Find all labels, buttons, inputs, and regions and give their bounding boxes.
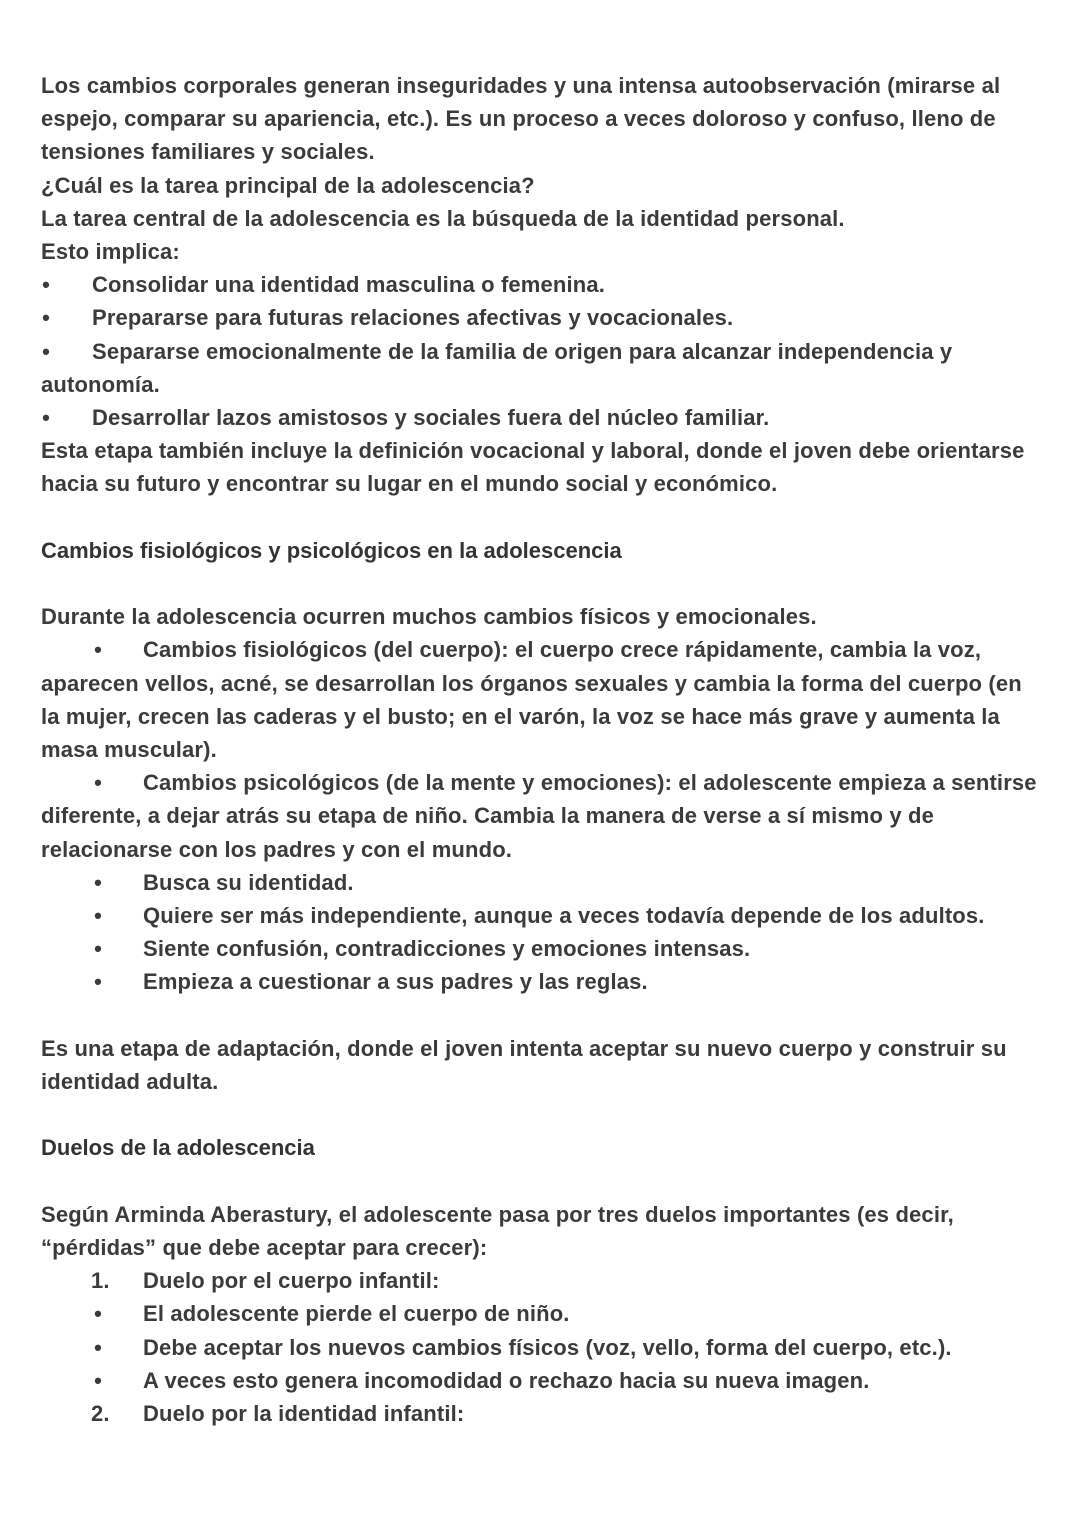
paragraph-vocational: Esta etapa también incluye la definición vocacional y laboral, donde el joven debe orientarse hacia su futuro y encontrar su lugar en el mundo social y económico. [41, 438, 1025, 497]
number-marker: 1. [91, 1268, 110, 1294]
list-item-text: Cambios fisiológicos (del cuerpo): el cuerpo crece rápidamente, cambia la voz, aparecen vellos, acné, se desarrollan los órganos sexuales y cambia la forma del cuerpo (en la mujer, crecen las caderas y el busto; en el varón, la voz se hace más grave y aumenta la masa muscular). [41, 637, 1022, 763]
section-heading-duelos: Duelos de la adolescencia [41, 1135, 315, 1161]
bullet-icon: • [94, 1367, 102, 1393]
numbered-item-duelo-2 [41, 1397, 1041, 1430]
paragraph-body-changes: Los cambios corporales generan inseguridades y una intensa autoobservación (mirarse al espejo, comparar su apariencia, etc.). Es un proceso a veces doloroso y confuso, lleno de tensiones familiares y sociales. [41, 73, 1001, 165]
spacer [41, 567, 1041, 600]
list-item-text: Prepararse para futuras relaciones afectivas y vocacionales. [92, 305, 734, 331]
question-main-task: ¿Cuál es la tarea principal de la adolescencia? [41, 172, 535, 198]
list-item-psychological [41, 766, 1041, 866]
list-item-physiological [41, 633, 1041, 766]
list-item-text: Quiere ser más independiente, aunque a veces todavía depende de los adultos. [143, 903, 985, 929]
paragraph-changes-lead: Durante la adolescencia ocurren muchos cambios físicos y emocionales. [41, 604, 817, 630]
paragraph-adaptation: Es una etapa de adaptación, donde el joven intenta aceptar su nuevo cuerpo y construir su identidad adulta. [41, 1035, 1007, 1095]
list-item-text: Separarse emocionalmente de la familia de origen para alcanzar independencia y autonomía. [41, 338, 953, 397]
list-item-text: Debe aceptar los nuevos cambios físicos (voz, vello, forma del cuerpo, etc.). [143, 1334, 952, 1360]
list-item [41, 1331, 1041, 1364]
list-item-text: A veces esto genera incomodidad o rechazo hacia su nueva imagen. [143, 1367, 870, 1393]
implies-label: Esto implica: [41, 239, 180, 265]
number-marker: 2. [91, 1401, 110, 1427]
list-item [41, 301, 1041, 334]
list-item [41, 1364, 1041, 1397]
numbered-item-text: Duelo por la identidad infantil: [143, 1401, 465, 1427]
list-item [41, 1297, 1041, 1330]
bullet-icon: • [94, 936, 102, 962]
bullet-icon: • [94, 869, 102, 895]
section-heading-changes: Cambios fisiológicos y psicológicos en la adolescencia [41, 537, 622, 563]
spacer [41, 501, 1041, 534]
list-item-text: Cambios psicológicos (de la mente y emociones): el adolescente empieza a sentirse diferente, a dejar atrás su etapa de niño. Cambia la manera de verse a sí mismo y de relacionarse con los padres y con el mundo. [41, 770, 1037, 862]
list-item [41, 932, 1041, 965]
bullet-icon: • [94, 903, 102, 929]
numbered-item-text: Duelo por el cuerpo infantil: [143, 1268, 440, 1294]
bullet-icon: • [42, 405, 50, 431]
bullet-icon: • [94, 1334, 102, 1360]
answer-main-task: La tarea central de la adolescencia es la búsqueda de la identidad personal. [41, 205, 845, 231]
list-item-text: Consolidar una identidad masculina o femenina. [92, 272, 605, 298]
list-item [41, 965, 1041, 998]
bullet-icon: • [42, 305, 50, 331]
spacer [41, 1098, 1041, 1131]
list-item-text: Empieza a cuestionar a sus padres y las reglas. [143, 969, 648, 995]
list-item [41, 866, 1041, 899]
list-item-text: Busca su identidad. [143, 869, 354, 895]
numbered-item-duelo-1 [41, 1264, 1041, 1297]
bullet-icon: • [42, 272, 50, 298]
list-item-text: El adolescente pierde el cuerpo de niño. [143, 1301, 570, 1327]
list-item [41, 401, 1041, 434]
paragraph-duelos-lead: Según Arminda Aberastury, el adolescente pasa por tres duelos importantes (es decir, “pérdidas” que debe aceptar para crecer): [41, 1201, 954, 1261]
bullet-icon: • [94, 637, 102, 663]
bullet-icon: • [42, 338, 50, 364]
list-item-text: Siente confusión, contradicciones y emociones intensas. [143, 936, 751, 962]
list-item [41, 335, 1041, 401]
spacer [41, 999, 1041, 1032]
list-item [41, 268, 1041, 301]
bullet-icon: • [94, 1301, 102, 1327]
list-item-text: Desarrollar lazos amistosos y sociales fuera del núcleo familiar. [92, 405, 770, 431]
list-item [41, 899, 1041, 932]
bullet-icon: • [94, 969, 102, 995]
document-body [41, 69, 1041, 1430]
bullet-icon: • [94, 770, 102, 796]
spacer [41, 1165, 1041, 1198]
